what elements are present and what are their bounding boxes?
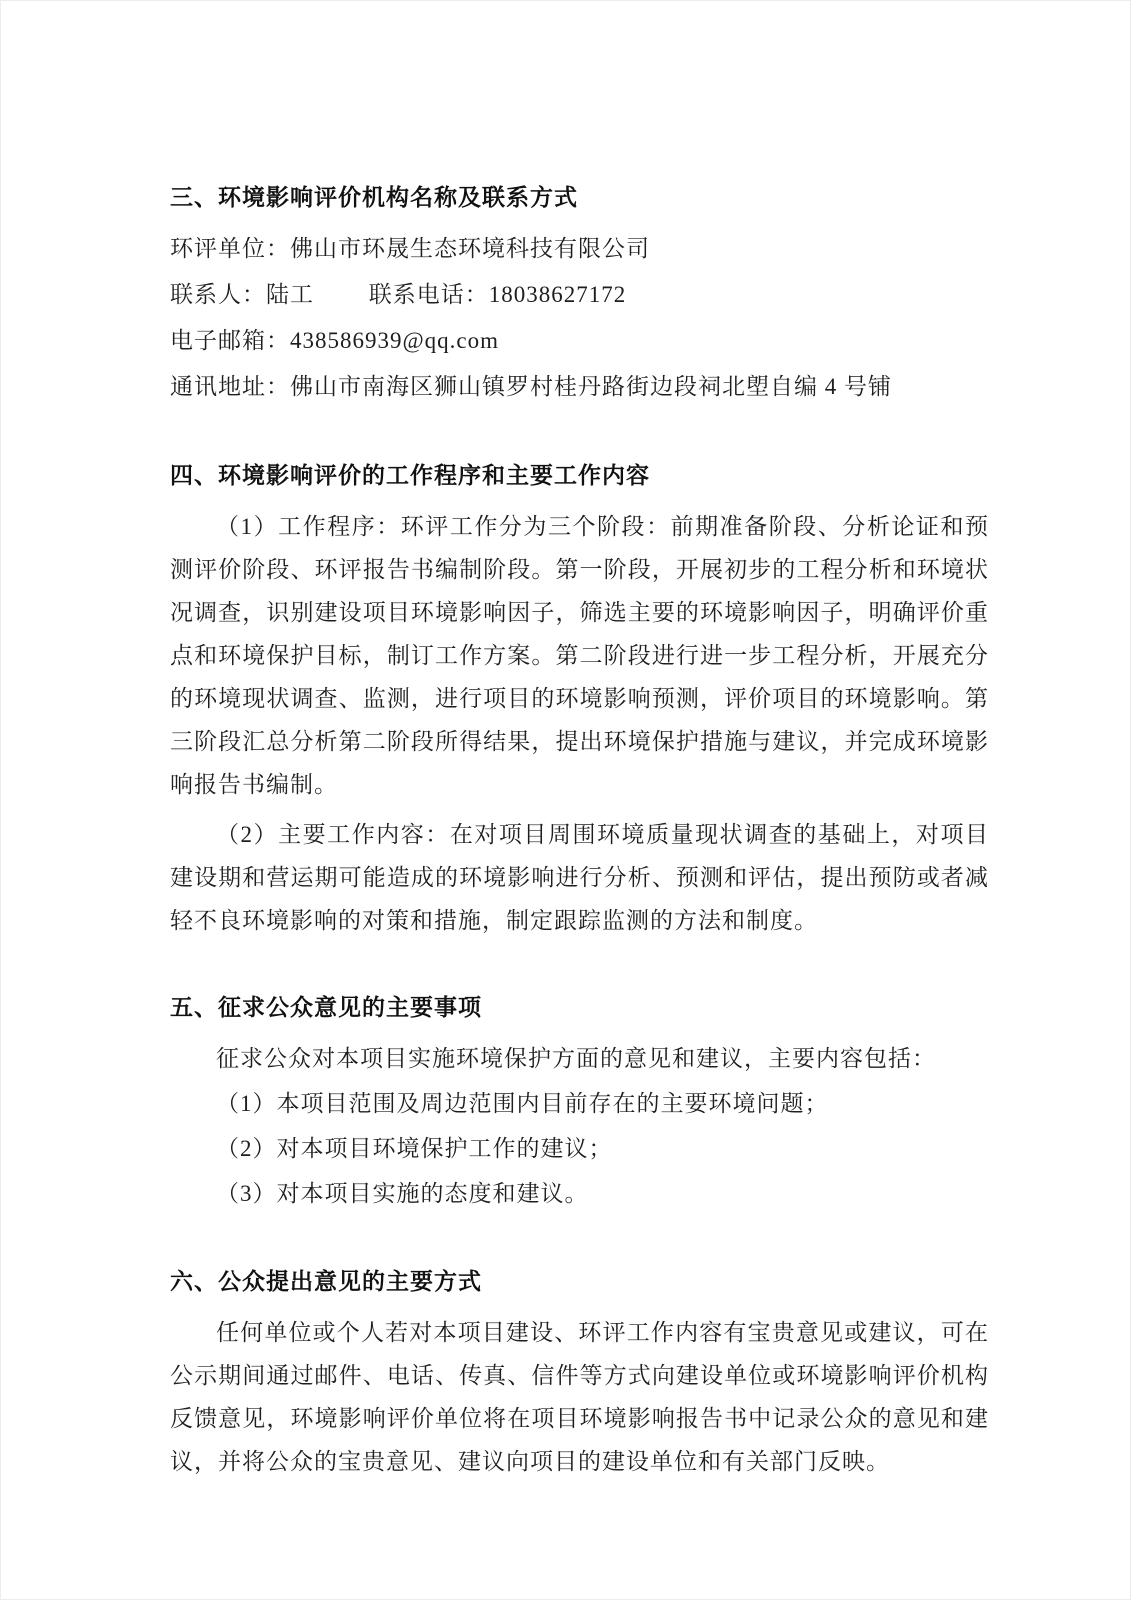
contact-person-phone-line: 联系人：陆工 联系电话：18038627172 — [170, 282, 627, 307]
section-heading-work-procedure: 四、环境影响评价的工作程序和主要工作内容 — [170, 463, 650, 488]
feedback-paragraph: 任何单位或个人若对本项目建设、环评工作内容有宝贵意见或建议，可在公示期间通过邮件、电话、传真、信件等方式向建设单位或环境影响评价机构反馈意见，环境影响评价单位将在项目环境影响报告书中记录公众的意见和建议，并将公众的宝贵意见、建议向项目的建设单位和有关部门反映。 — [170, 1320, 989, 1474]
mailing-address-line: 通讯地址：佛山市南海区狮山镇罗村桂丹路街边段祠北塱自编 4 号铺 — [170, 374, 892, 399]
section-heading-agency-contact: 三、环境影响评价机构名称及联系方式 — [170, 185, 578, 210]
solicit-item-3: （3）对本项目实施的态度和建议。 — [216, 1181, 589, 1206]
section-heading-solicit-opinions: 五、征求公众意见的主要事项 — [170, 995, 482, 1020]
section-heading-feedback-methods: 六、公众提出意见的主要方式 — [170, 1269, 482, 1294]
solicit-intro-line: 征求公众对本项目实施环境保护方面的意见和建议，主要内容包括： — [216, 1046, 936, 1071]
email-line: 电子邮箱：438586939@qq.com — [170, 328, 500, 353]
agency-contact-block — [170, 226, 989, 410]
procedure-paragraph-1: （1）工作程序：环评工作分为三个阶段：前期准备阶段、分析论证和预测评价阶段、环评报告书编制阶段。第一阶段，开展初步的工程分析和环境状况调查，识别建设项目环境影响因子，筛选主要的环境影响因子，明确评价重点和环境保护目标，制订工作方案。第二阶段进行进一步工程分析，开展充分的环境现状调查、监测，进行项目的环境影响预测，评价项目的环境影响。第三阶段汇总分析第二阶段所得结果，提出环境保护措施与建议，并完成环境影响报告书编制。 — [170, 514, 989, 797]
procedure-paragraph-2: （2）主要工作内容：在对项目周围环境质量现状调查的基础上，对项目建设期和营运期可能造成的环境影响进行分析、预测和评估，提出预防或者减轻不良环境影响的对策和措施，制定跟踪监测的方法和制度。 — [170, 822, 989, 933]
solicit-item-1: （1）本项目范围及周边范围内目前存在的主要环境问题； — [216, 1091, 829, 1116]
solicit-item-2: （2）对本项目环境保护工作的建议； — [216, 1136, 613, 1161]
eia-unit-line: 环评单位：佛山市环晟生态环境科技有限公司 — [170, 236, 650, 261]
